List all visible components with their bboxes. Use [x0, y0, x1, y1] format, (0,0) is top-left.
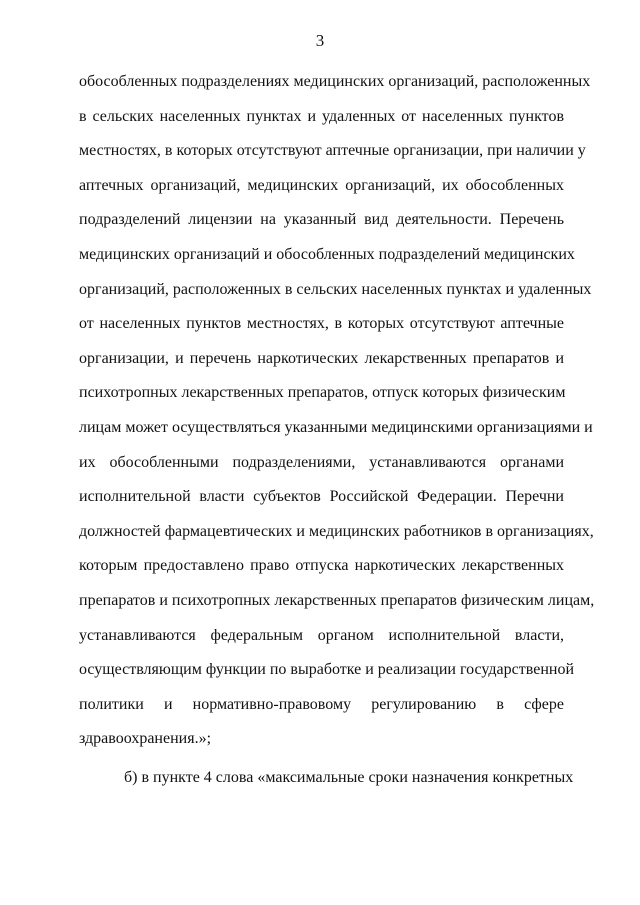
text-line: от населенных пунктов местностях, в которых отсутствуют аптечные	[79, 315, 564, 333]
text-line: здравоохранения.»;	[79, 730, 212, 748]
text-line: организаций, расположенных в сельских населенных пунктах и удаленных	[79, 280, 592, 298]
text-line: которым предоставлено право отпуска наркотических лекарственных	[79, 557, 564, 575]
text-line: лицам может осуществляться указанными медицинскими организациями и	[79, 418, 593, 436]
paragraph-2	[79, 761, 574, 796]
text-line: их обособленными подразделениями, устанавливаются органами	[79, 453, 564, 471]
text-line: аптечных организаций, медицинских организаций, их обособленных	[79, 176, 564, 194]
document-body	[79, 65, 595, 795]
text-line: политики и нормативно-правовому регулированию в сфере	[79, 695, 564, 713]
paragraph-1	[79, 65, 595, 757]
page-number: 3	[315, 31, 325, 50]
text-line: исполнительной власти субъектов Российской Федерации. Перечни	[79, 488, 564, 506]
text-line: препаратов и психотропных лекарственных препаратов физическим лицам,	[79, 591, 595, 609]
text-line: устанавливаются федеральным органом исполнительной власти,	[79, 626, 564, 644]
text-line: в сельских населенных пунктах и удаленных от населенных пунктов	[79, 107, 564, 125]
text-line: осуществляющим функции по выработке и реализации государственной	[79, 661, 574, 679]
text-line: б) в пункте 4 слова «максимальные сроки назначения конкретных	[124, 768, 574, 786]
text-line: должностей фармацевтических и медицинских работников в организациях,	[79, 522, 594, 540]
text-line: обособленных подразделениях медицинских организаций, расположенных	[79, 73, 591, 90]
text-line: медицинских организаций и обособленных подразделений медицинских	[79, 245, 575, 263]
text-line: организации, и перечень наркотических лекарственных препаратов и	[79, 349, 564, 367]
text-line: местностях, в которых отсутствуют аптечные организации, при наличии у	[79, 142, 586, 160]
text-line: подразделений лицензии на указанный вид деятельности. Перечень	[79, 211, 564, 229]
text-line: психотропных лекарственных препаратов, отпуск которых физическим	[79, 384, 566, 402]
